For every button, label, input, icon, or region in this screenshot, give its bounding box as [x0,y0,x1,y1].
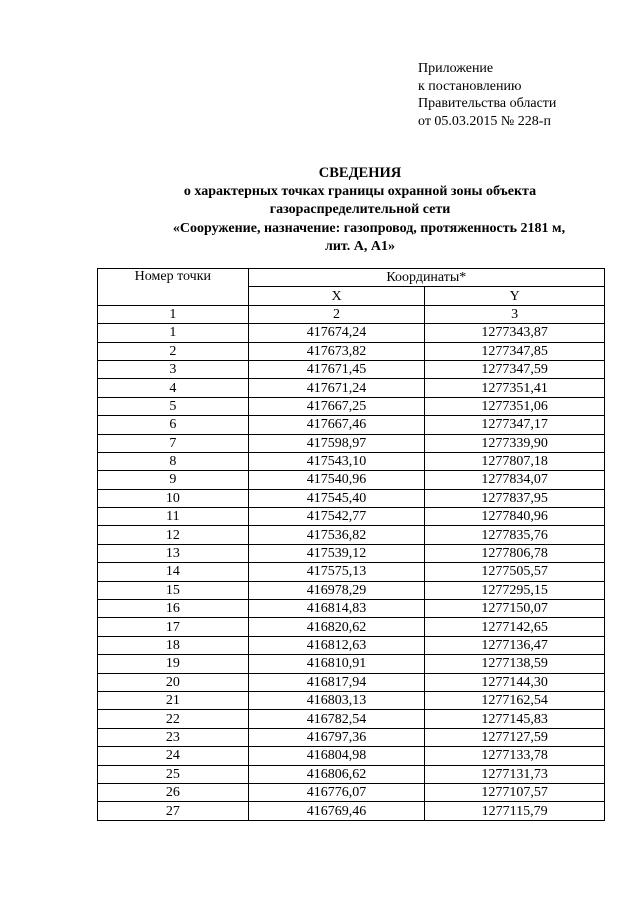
table-row [98,489,605,507]
point-number-cell: 15 [98,581,249,599]
title-subline: газораспределительной сети [269,202,451,217]
header-x: X [248,287,425,305]
x-coordinate-cell: 417575,13 [248,563,425,581]
x-coordinate-cell: 416820,62 [248,618,425,636]
x-coordinate-cell: 417545,40 [248,489,425,507]
point-number-cell: 20 [98,673,249,691]
appendix-line: Правительства области [418,96,557,111]
point-number-cell: 1 [98,324,249,342]
index-cell: 1 [98,305,249,323]
x-coordinate-cell: 417671,24 [248,379,425,397]
table-header-row [98,269,605,287]
x-coordinate-cell: 416803,13 [248,691,425,709]
table-index-row [98,305,605,323]
point-number-cell: 4 [98,379,249,397]
table-row [98,618,605,636]
point-number-cell: 8 [98,452,249,470]
table-row [98,379,605,397]
x-coordinate-cell: 417667,46 [248,416,425,434]
point-number-cell: 23 [98,728,249,746]
point-number-cell: 12 [98,526,249,544]
table-row [98,673,605,691]
table-row [98,508,605,526]
x-coordinate-cell: 417671,45 [248,360,425,378]
index-cell: 3 [425,305,605,323]
y-coordinate-cell: 1277347,59 [425,360,605,378]
table-row [98,397,605,415]
table-row [98,747,605,765]
point-number-cell: 26 [98,783,249,801]
table-body [98,324,605,821]
appendix-date-number: от 05.03.2015 № 228-п [418,113,551,129]
y-coordinate-cell: 1277807,18 [425,452,605,470]
y-coordinate-cell: 1277835,76 [425,526,605,544]
index-cell: 2 [248,305,425,323]
table-row [98,655,605,673]
table-row [98,360,605,378]
table-row [98,728,605,746]
y-coordinate-cell: 1277837,95 [425,489,605,507]
y-coordinate-cell: 1277339,90 [425,434,605,452]
x-coordinate-cell: 416978,29 [248,581,425,599]
point-number-cell: 9 [98,471,249,489]
table-row [98,691,605,709]
title-subline: о характерных точках границы охранной зоны объекта [183,183,537,199]
x-coordinate-cell: 417598,97 [248,434,425,452]
y-coordinate-cell: 1277136,47 [425,636,605,654]
point-number-cell: 22 [98,710,249,728]
x-coordinate-cell: 416797,36 [248,728,425,746]
header-point-number: Номер точки [98,269,249,306]
table-row [98,342,605,360]
header-coordinates: Координаты* [248,269,604,287]
table-row [98,563,605,581]
table-row [98,600,605,618]
point-number-cell: 11 [98,508,249,526]
point-number-cell: 24 [98,747,249,765]
x-coordinate-cell: 416769,46 [248,802,425,820]
point-number-cell: 7 [98,434,249,452]
point-number-cell: 17 [98,618,249,636]
table-row [98,452,605,470]
x-coordinate-cell: 417674,24 [248,324,425,342]
y-coordinate-cell: 1277131,73 [425,765,605,783]
table-row [98,434,605,452]
y-coordinate-cell: 1277144,30 [425,673,605,691]
y-coordinate-cell: 1277834,07 [425,471,605,489]
x-coordinate-cell: 416782,54 [248,710,425,728]
title-object-name-cont: лит. А, А1» [325,239,395,254]
y-coordinate-cell: 1277351,41 [425,379,605,397]
x-coordinate-cell: 416810,91 [248,655,425,673]
y-coordinate-cell: 1277145,83 [425,710,605,728]
x-coordinate-cell: 417540,96 [248,471,425,489]
x-coordinate-cell: 416814,83 [248,600,425,618]
point-number-cell: 27 [98,802,249,820]
table-row [98,581,605,599]
x-coordinate-cell: 417673,82 [248,342,425,360]
point-number-cell: 18 [98,636,249,654]
title-object-name: «Сооружение, назначение: газопровод, протяженность 2181 м, [172,220,566,236]
coordinates-table [97,268,605,821]
title-heading: СВЕДЕНИЯ [318,165,402,181]
x-coordinate-cell: 417536,82 [248,526,425,544]
x-coordinate-cell: 417667,25 [248,397,425,415]
table-row [98,416,605,434]
appendix-line: к постановлению [418,78,522,94]
appendix-line: Приложение [418,61,494,76]
x-coordinate-cell: 417543,10 [248,452,425,470]
y-coordinate-cell: 1277295,15 [425,581,605,599]
y-coordinate-cell: 1277115,79 [425,802,605,820]
x-coordinate-cell: 416817,94 [248,673,425,691]
point-number-cell: 6 [98,416,249,434]
x-coordinate-cell: 416812,63 [248,636,425,654]
point-number-cell: 13 [98,544,249,562]
point-number-cell: 3 [98,360,249,378]
point-number-cell: 5 [98,397,249,415]
point-number-cell: 14 [98,563,249,581]
point-number-cell: 19 [98,655,249,673]
y-coordinate-cell: 1277840,96 [425,508,605,526]
table-row [98,802,605,820]
y-coordinate-cell: 1277150,07 [425,600,605,618]
y-coordinate-cell: 1277107,57 [425,783,605,801]
table-row [98,783,605,801]
y-coordinate-cell: 1277347,17 [425,416,605,434]
x-coordinate-cell: 417542,77 [248,508,425,526]
table-row [98,710,605,728]
point-number-cell: 21 [98,691,249,709]
y-coordinate-cell: 1277351,06 [425,397,605,415]
y-coordinate-cell: 1277806,78 [425,544,605,562]
y-coordinate-cell: 1277162,54 [425,691,605,709]
point-number-cell: 25 [98,765,249,783]
y-coordinate-cell: 1277142,65 [425,618,605,636]
y-coordinate-cell: 1277127,59 [425,728,605,746]
point-number-cell: 10 [98,489,249,507]
y-coordinate-cell: 1277343,87 [425,324,605,342]
y-coordinate-cell: 1277347,85 [425,342,605,360]
table-row [98,324,605,342]
y-coordinate-cell: 1277133,78 [425,747,605,765]
appendix-note [418,60,556,130]
x-coordinate-cell: 417539,12 [248,544,425,562]
x-coordinate-cell: 416776,07 [248,783,425,801]
table-row [98,544,605,562]
x-coordinate-cell: 416804,98 [248,747,425,765]
table-row [98,526,605,544]
table-row [98,636,605,654]
document-title [90,164,630,257]
y-coordinate-cell: 1277138,59 [425,655,605,673]
y-coordinate-cell: 1277505,57 [425,563,605,581]
table-row [98,765,605,783]
point-number-cell: 16 [98,600,249,618]
table-row [98,471,605,489]
x-coordinate-cell: 416806,62 [248,765,425,783]
point-number-cell: 2 [98,342,249,360]
header-y: Y [425,287,605,305]
